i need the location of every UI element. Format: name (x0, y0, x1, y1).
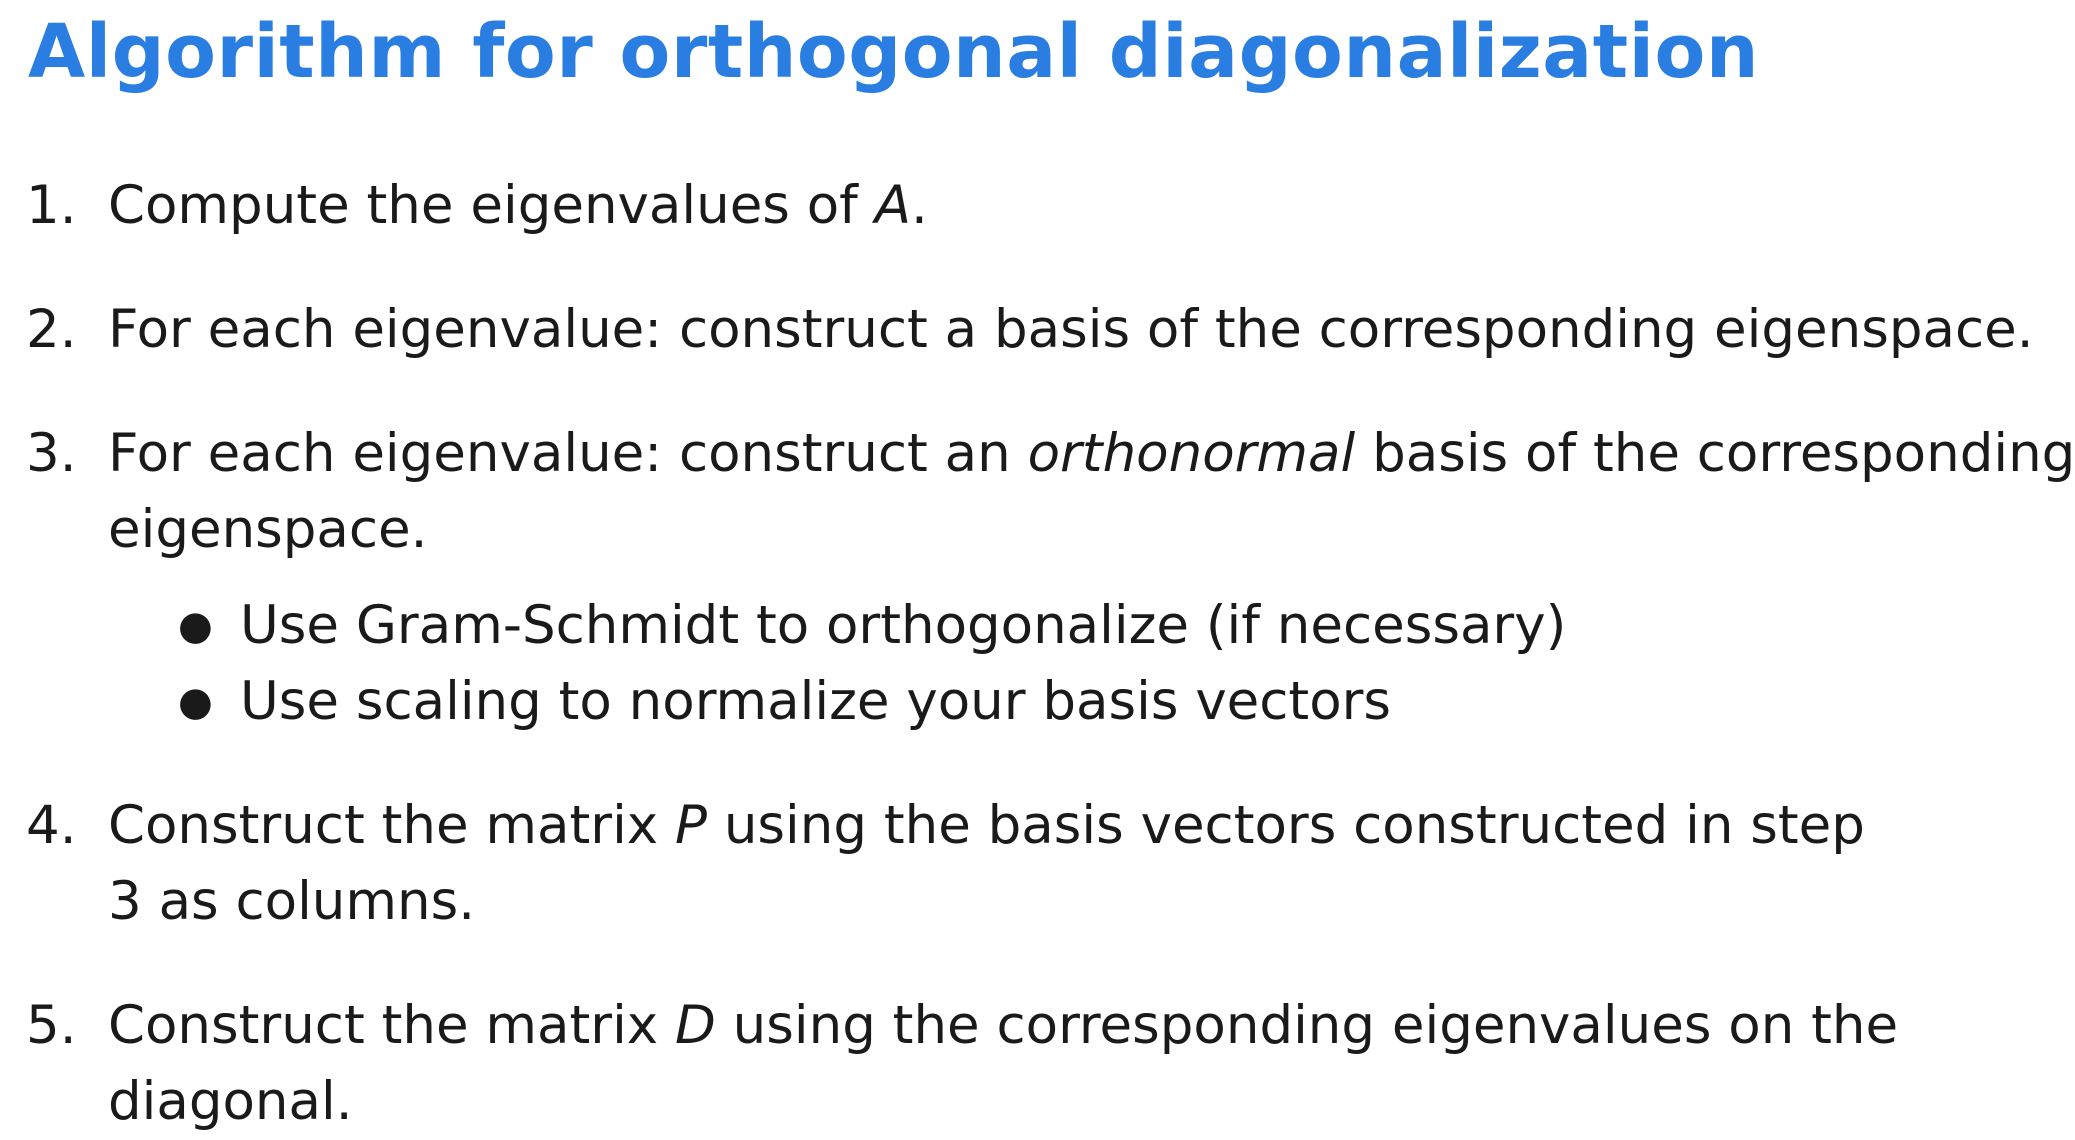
math-symbol-A: A (874, 175, 911, 236)
step-2 (26, 292, 2034, 368)
step-text: For each eigenvalue: construct a basis of the corresponding eigenspace. (108, 299, 2034, 360)
step-text-end: basis of the corresponding (1355, 423, 2075, 484)
emphasis-text: orthonormal (1027, 423, 1356, 484)
step-text: For each eigenvalue: construct an (108, 423, 1028, 484)
step-5 (26, 988, 1898, 1140)
step-number: 2. (26, 299, 77, 360)
step-1 (26, 168, 928, 244)
math-symbol-P: P (675, 795, 707, 856)
bullet-text: Use Gram-Schmidt to orthogonalize (if necessary) (240, 595, 1567, 656)
bullet-item (178, 588, 1566, 664)
step-continuation: eigenspace. (108, 499, 428, 560)
step-text-end: using the basis vectors constructed in step (706, 795, 1865, 856)
step-text-end: . (910, 175, 928, 236)
step-text: Construct the matrix (108, 795, 676, 856)
step-number: 1. (26, 175, 77, 236)
step-number: 5. (26, 995, 77, 1056)
math-symbol-D: D (675, 995, 716, 1056)
bullet-item (178, 664, 1391, 740)
step-line (26, 988, 1898, 1064)
step-continuation: 3 as columns. (108, 871, 476, 932)
step-text: Construct the matrix (108, 995, 676, 1056)
bullet-icon: ● (178, 603, 213, 649)
step-4 (26, 788, 1865, 940)
slide-title: Algorithm for orthogonal diagonalization (28, 9, 1759, 95)
step-number: 4. (26, 795, 77, 856)
step-text: Compute the eigenvalues of (108, 175, 875, 236)
bullet-icon: ● (178, 679, 213, 725)
step-3 (26, 416, 2075, 568)
step-line (26, 416, 2075, 492)
step-text-end: using the corresponding eigenvalues on the (715, 995, 1899, 1056)
step-continuation: diagonal. (108, 1071, 353, 1132)
step-number: 3. (26, 423, 77, 484)
step-line (26, 788, 1865, 864)
bullet-text: Use scaling to normalize your basis vectors (240, 671, 1392, 732)
